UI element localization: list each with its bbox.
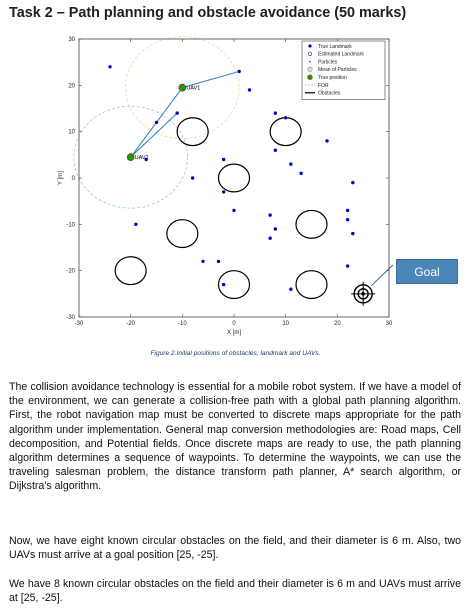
uav-label: UAV1 bbox=[186, 85, 201, 92]
goal-marker bbox=[351, 265, 393, 306]
legend-label: True Landmark bbox=[318, 43, 352, 50]
obstacle-circle bbox=[219, 164, 250, 192]
landmark-point bbox=[346, 209, 349, 212]
landmark-point bbox=[232, 209, 235, 212]
legend-true-landmark-marker bbox=[308, 44, 311, 47]
landmark-point bbox=[351, 181, 354, 184]
landmark-point bbox=[268, 213, 271, 216]
paragraph-obstacles: Now, we have eight known circular obstacles on the field, and their diameter is 6 m. Also, two UAVs must arrive at a goal position [25, -25]. bbox=[9, 535, 461, 562]
uav-link-line bbox=[131, 113, 178, 157]
obstacle-circle bbox=[270, 118, 301, 146]
landmark-point bbox=[346, 218, 349, 221]
landmark-point bbox=[155, 121, 158, 124]
obstacle-circle bbox=[115, 257, 146, 285]
legend-label: Particles bbox=[318, 59, 338, 66]
landmark-point bbox=[299, 172, 302, 175]
landmark-point bbox=[274, 149, 277, 152]
legend-mean-particles-marker bbox=[308, 67, 312, 71]
landmark-point bbox=[284, 116, 287, 119]
obstacle-circle bbox=[167, 220, 198, 248]
y-tick-label: -10 bbox=[66, 222, 75, 229]
x-tick-label: 0 bbox=[232, 321, 236, 327]
landmark-point bbox=[222, 190, 225, 193]
legend-label: Mean of Particles bbox=[318, 67, 357, 74]
landmark-point bbox=[175, 111, 178, 114]
legend-label: Estimated Landmark bbox=[318, 51, 364, 58]
obstacle-circle bbox=[296, 271, 327, 299]
uav-marker bbox=[179, 84, 186, 91]
x-tick-label: 20 bbox=[333, 321, 341, 327]
landmark-point bbox=[248, 88, 251, 91]
x-tick-label: 30 bbox=[385, 321, 393, 327]
x-tick-label: -20 bbox=[126, 321, 136, 327]
goal-pointer-line bbox=[371, 265, 393, 286]
landmark-point bbox=[351, 232, 354, 235]
landmark-point bbox=[289, 288, 292, 291]
landmark-point bbox=[274, 227, 277, 230]
paragraph-intro: The collision avoidance technology is essential for a mobile robot system. If we have a model of the environment, we can generate a collision-free path with a global path planning algorithm. First, the robot navigation map must be converted to discrete maps appropriate for the path algorithm under implementation. General map conversion methodologies are: Road maps, Cell decomposition, and Potential fields. Once discrete maps are ready to use, the path planning algorithm determines a sequence of waypoints. To determine the waypoints, we can use the traveling salesman problem, the distance transform path planner, A* search algorithm, or Dijkstra's algorithm. bbox=[9, 381, 461, 493]
figure bbox=[0, 28, 471, 368]
paragraph-summary: We have 8 known circular obstacles on the field and their diameter is 6 m and UAVs must arrive at [25, -25]. bbox=[9, 578, 461, 605]
landmark-point bbox=[289, 162, 292, 165]
legend-label: True position bbox=[318, 75, 347, 81]
landmark-point bbox=[217, 260, 220, 263]
x-tick-label: -30 bbox=[74, 321, 84, 327]
landmark-point bbox=[346, 264, 349, 267]
x-tick-label: 10 bbox=[282, 321, 290, 327]
figure-caption: Figure 2.Initial positions of obstacles, landmark and UAVs. bbox=[150, 350, 321, 357]
y-tick-label: 10 bbox=[68, 129, 75, 136]
legend bbox=[302, 41, 385, 100]
landmark-point bbox=[274, 111, 277, 114]
landmark-point bbox=[237, 70, 240, 73]
landmark-point bbox=[134, 223, 137, 226]
landmark-point bbox=[222, 283, 225, 286]
obstacle-map-chart bbox=[0, 28, 471, 368]
obstacle-circles bbox=[115, 118, 327, 299]
uav-marker bbox=[127, 154, 134, 161]
landmark-point bbox=[222, 158, 225, 161]
x-axis-label: X [m] bbox=[226, 330, 242, 336]
legend-particles-marker bbox=[309, 61, 311, 63]
obstacle-circle bbox=[296, 210, 327, 238]
landmark-point bbox=[325, 139, 328, 142]
uav-label: UAV2 bbox=[134, 155, 149, 162]
y-tick-label: 0 bbox=[71, 176, 75, 182]
y-axis-label: Y [m] bbox=[58, 171, 64, 185]
y-tick-label: -30 bbox=[66, 315, 75, 321]
goal-button[interactable]: Goal bbox=[396, 259, 458, 284]
y-tick-label: 20 bbox=[68, 83, 75, 90]
legend-label: FOR bbox=[318, 82, 329, 89]
landmark-point bbox=[108, 65, 111, 68]
legend-true-position-marker bbox=[308, 75, 313, 80]
landmark-point bbox=[268, 237, 271, 240]
obstacle-circle bbox=[177, 118, 208, 146]
y-tick-label: 30 bbox=[68, 37, 75, 43]
landmark-point bbox=[201, 260, 204, 263]
y-tick-label: -20 bbox=[66, 268, 75, 275]
task-heading: Task 2 – Path planning and obstacle avoidance (50 marks) bbox=[9, 5, 407, 21]
legend-label: Obstacles bbox=[318, 90, 341, 97]
x-tick-label: -10 bbox=[177, 321, 187, 327]
landmark-point bbox=[191, 176, 194, 179]
